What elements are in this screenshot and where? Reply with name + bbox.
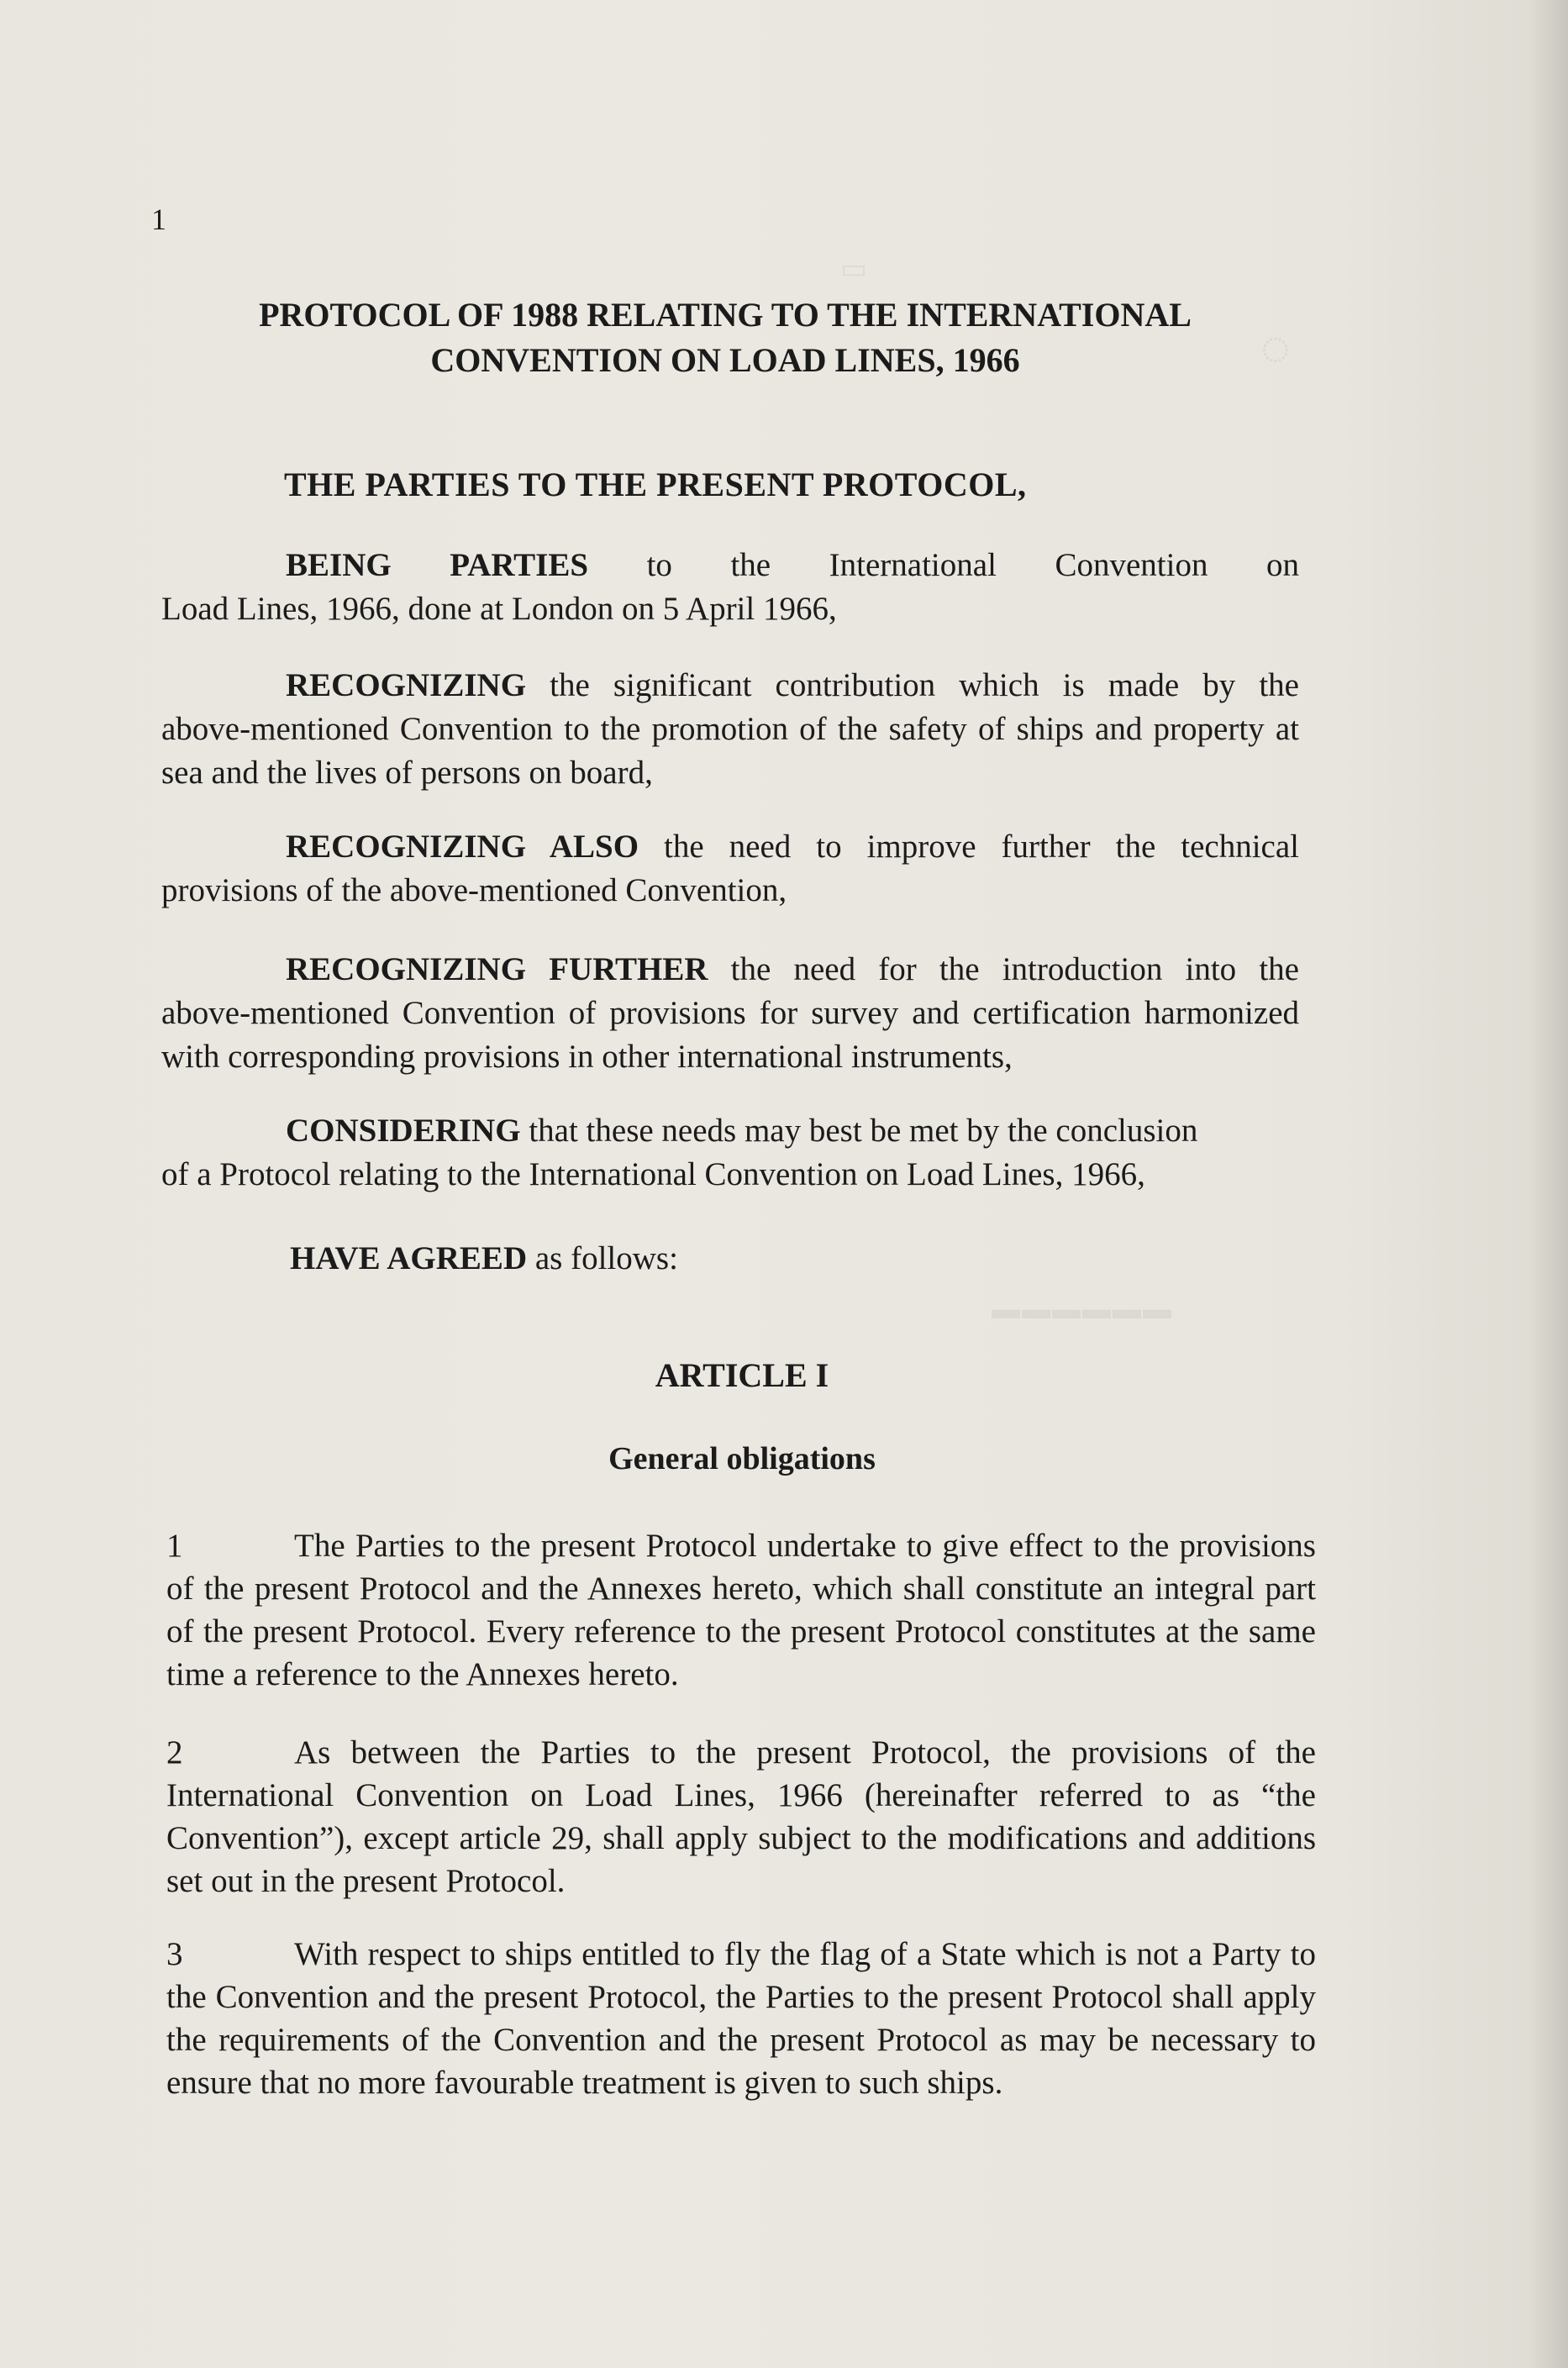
paragraph-text: As between the Parties to the present Protocol, the provisions of the International Convention on Load Lines, 1966 (hereinafter referred to as “the Convention”), except article 29, shall apply subject to the modifications and additions set out in the present Protocol. xyxy=(166,1734,1316,1899)
preamble-continuation: Load Lines, 1966, done at London on 5 April 1966, xyxy=(161,591,837,627)
preamble-text: the need to improve further the technical xyxy=(639,829,1299,865)
preamble-paragraph xyxy=(161,544,1299,631)
have-agreed-line xyxy=(290,1239,678,1277)
bleed-through-mark: ▭ xyxy=(840,254,870,285)
preamble-text: the need for the introduction into the xyxy=(708,951,1299,987)
preamble-first-line xyxy=(161,664,1299,708)
page-number: 1 xyxy=(151,203,166,236)
preamble-lead: CONSIDERING xyxy=(286,1113,521,1149)
preamble-lead: RECOGNIZING FURTHER xyxy=(286,951,708,987)
article-paragraph xyxy=(166,1933,1316,2104)
preamble-lead: BEING PARTIES xyxy=(286,547,589,583)
article-subtitle: General obligations xyxy=(608,1441,876,1476)
paragraph-text: With respect to ships entitled to fly the flag of a State which is not a Party to the Convention and the present Protocol, the Parties to the present Protocol shall apply the requirements of the Convention and the present Protocol as may be necessary to ensure that no more favourable treatment is given to such ships. xyxy=(166,1936,1316,2101)
preamble-text: to the International Convention on xyxy=(588,547,1299,583)
preamble-continuation: above-mentioned Convention of provisions for survey and certification harmonized with corresponding provisions in other international instruments, xyxy=(161,995,1299,1075)
paragraph-number: 1 xyxy=(166,1528,183,1564)
preamble-continuation: above-mentioned Convention to the promotion of the safety of ships and property at sea and the lives of persons on board, xyxy=(161,711,1299,791)
preamble-paragraph xyxy=(161,948,1299,1079)
preamble-first-line xyxy=(161,825,1299,869)
preamble-first-line xyxy=(161,948,1299,992)
preamble-text: that these needs may best be met by the conclusion xyxy=(520,1113,1198,1149)
document-title xyxy=(151,292,1299,383)
paragraph-number: 3 xyxy=(166,1936,183,1972)
preamble-first-line xyxy=(161,1109,1299,1153)
page-edge-shadow xyxy=(1529,0,1568,2368)
article-title: ARTICLE I xyxy=(655,1356,829,1394)
preamble-text: the significant contribution which is made by the xyxy=(526,667,1299,703)
preamble-paragraph xyxy=(161,825,1299,913)
article-paragraph xyxy=(166,1524,1316,1696)
article-paragraph xyxy=(166,1731,1316,1902)
preamble-paragraph xyxy=(161,1109,1299,1197)
bleed-through-mark: ▬▬▬▬▬▬ xyxy=(992,1294,1173,1325)
agreed-text: as follows: xyxy=(527,1240,678,1276)
parties-heading: THE PARTIES TO THE PRESENT PROTOCOL, xyxy=(284,466,1027,503)
preamble-continuation: provisions of the above-mentioned Convention, xyxy=(161,872,787,908)
paragraph-text: The Parties to the present Protocol undertake to give effect to the provisions of the present Protocol and the Annexes hereto, which shall constitute an integral part of the present Protocol. Every reference to the present Protocol constitutes at the same time a reference to the Annexes hereto. xyxy=(166,1528,1316,1692)
agreed-lead: HAVE AGREED xyxy=(290,1240,528,1276)
bleed-through-mark: ◌ xyxy=(1260,320,1292,376)
preamble-first-line xyxy=(161,544,1299,587)
title-line: PROTOCOL OF 1988 RELATING TO THE INTERNATIONAL xyxy=(259,296,1192,334)
preamble-paragraph xyxy=(161,664,1299,795)
preamble-lead: RECOGNIZING xyxy=(286,667,527,703)
preamble-lead: RECOGNIZING ALSO xyxy=(286,829,639,865)
preamble-continuation: of a Protocol relating to the International Convention on Load Lines, 1966, xyxy=(161,1156,1145,1192)
title-line: CONVENTION ON LOAD LINES, 1966 xyxy=(430,341,1020,379)
paragraph-number: 2 xyxy=(166,1734,183,1771)
